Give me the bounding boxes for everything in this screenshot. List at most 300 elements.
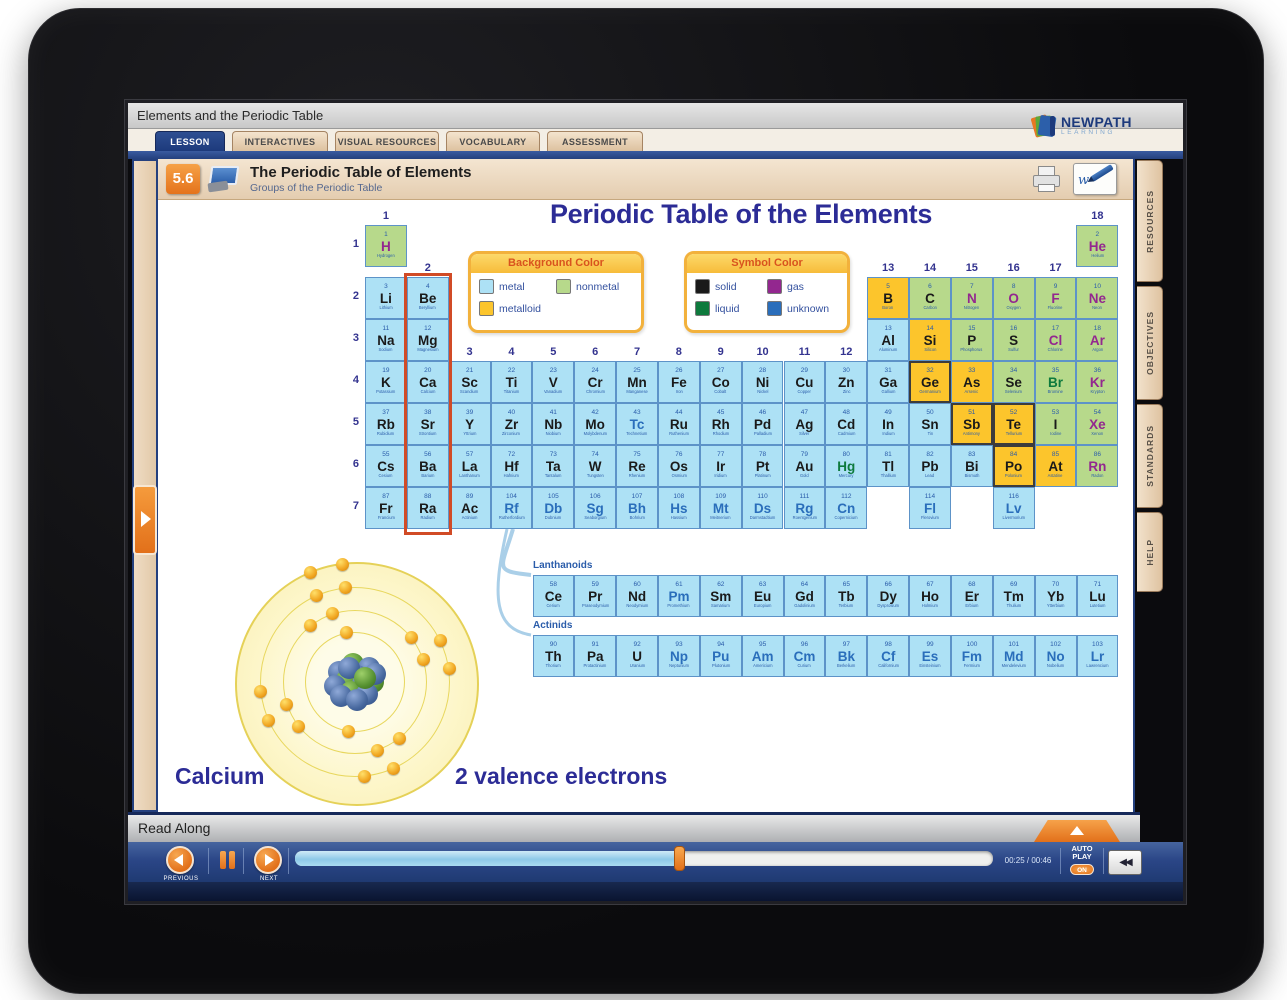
- element-Rh: [700, 403, 742, 445]
- atomic-number: 51: [968, 409, 976, 417]
- element-Ta: [532, 445, 574, 487]
- period-label-5: 5: [352, 416, 359, 428]
- element-name: Lutetium: [1089, 603, 1106, 609]
- element-name: Erbium: [965, 603, 979, 609]
- background-color-legend-title: Background Color: [471, 254, 641, 273]
- element-Sb: [951, 403, 993, 445]
- group-label-14: 14: [923, 262, 937, 274]
- side-tab-help[interactable]: HELP: [1137, 512, 1163, 592]
- atomic-number: 110: [757, 493, 768, 501]
- element-symbol: Nd: [628, 588, 647, 604]
- pause-button[interactable]: [229, 851, 235, 869]
- element-symbol: Ta: [545, 458, 561, 474]
- autoplay-toggle[interactable]: AUTO PLAY ON: [1071, 844, 1093, 874]
- group-label-8: 8: [675, 346, 682, 358]
- element-name: Tellurium: [1005, 431, 1022, 437]
- element-Pb: [909, 445, 951, 487]
- element-name: Astatine: [1048, 473, 1063, 479]
- electron: [342, 725, 355, 738]
- period-label-6: 6: [352, 458, 359, 470]
- atomic-number: 95: [759, 641, 767, 649]
- nav-tab-lesson[interactable]: LESSON: [155, 131, 225, 151]
- autoplay-on-badge: ON: [1070, 864, 1094, 875]
- element-name: Yttrium: [463, 431, 477, 437]
- element-name: Tantalum: [544, 473, 562, 479]
- atomic-number: 87: [382, 493, 390, 501]
- atomic-number: 83: [968, 451, 976, 459]
- nav-tab-interactives[interactable]: INTERACTIVES: [232, 131, 328, 151]
- element-Fm: [951, 635, 993, 677]
- element-name: Zinc: [842, 389, 851, 395]
- period-label-3: 3: [352, 332, 359, 344]
- lesson-header: [158, 159, 1133, 200]
- element-I: [1035, 403, 1077, 445]
- element-symbol: Br: [1048, 374, 1064, 390]
- element-name: Nitrogen: [964, 305, 980, 311]
- element-symbol: Gd: [795, 588, 814, 604]
- element-symbol: Fr: [379, 500, 393, 516]
- element-name: Thallium: [880, 473, 896, 479]
- nonmetal-swatch: [556, 279, 571, 294]
- element-name: Oxygen: [1006, 305, 1021, 311]
- element-symbol: Cu: [795, 374, 814, 390]
- legend-item-nonmetal: nonmetal: [556, 279, 633, 294]
- group-label-12: 12: [840, 346, 853, 358]
- pause-button[interactable]: [220, 851, 226, 869]
- element-symbol: B: [883, 290, 893, 306]
- element-Po: [993, 445, 1035, 487]
- next-button[interactable]: [254, 846, 282, 874]
- element-name: Potassium: [376, 389, 396, 395]
- atomic-number: 97: [842, 641, 850, 649]
- element-Dy: [867, 575, 909, 617]
- element-name: Antimony: [963, 431, 981, 437]
- element-symbol: Er: [964, 588, 980, 604]
- element-Lv: [993, 487, 1035, 529]
- atomic-number: 68: [968, 581, 976, 589]
- element-Md: [993, 635, 1035, 677]
- electron: [371, 744, 384, 757]
- atomic-number: 85: [1051, 451, 1060, 459]
- book-icon: [1031, 113, 1057, 139]
- element-Hg: [825, 445, 867, 487]
- element-name: Calcium: [420, 389, 436, 395]
- element-Lr: [1077, 635, 1119, 677]
- element-symbol: Cl: [1048, 332, 1063, 348]
- element-symbol: V: [548, 374, 558, 390]
- element-symbol: Ru: [669, 416, 688, 432]
- element-Sg: [574, 487, 616, 529]
- element-symbol: Tm: [1003, 588, 1024, 604]
- atomic-number: 93: [675, 641, 683, 649]
- element-symbol: Md: [1004, 648, 1024, 664]
- window-title: Elements and the Periodic Table: [137, 108, 324, 123]
- atomic-number: 32: [926, 367, 934, 375]
- group-label-15: 15: [965, 262, 978, 274]
- atomic-number: 70: [1051, 581, 1060, 589]
- atomic-number: 65: [842, 581, 850, 589]
- atomic-number: 45: [717, 409, 725, 417]
- element-Ho: [909, 575, 951, 617]
- element-N: [951, 277, 993, 319]
- element-name: Dubnium: [545, 515, 562, 521]
- element-name: Lithium: [379, 305, 393, 311]
- element-name: Helium: [1090, 253, 1104, 259]
- element-name: Einsteinium: [919, 663, 941, 669]
- unknown-swatch: [767, 301, 782, 316]
- element-Cu: [784, 361, 826, 403]
- nav-tab-assessment[interactable]: ASSESSMENT: [547, 131, 643, 151]
- element-Ne: [1076, 277, 1118, 319]
- time-display: 00:25 / 00:46: [1004, 856, 1052, 865]
- element-symbol: Ca: [419, 374, 437, 390]
- element-name: Flerovium: [920, 515, 939, 521]
- element-Rf: [491, 487, 533, 529]
- element-Nd: [616, 575, 658, 617]
- atomic-number: 48: [842, 409, 850, 417]
- atomic-number: 91: [591, 641, 599, 649]
- element-symbol: Os: [669, 458, 688, 474]
- element-symbol: Sn: [921, 416, 939, 432]
- element-name: Cobalt: [714, 389, 727, 395]
- element-Es: [909, 635, 951, 677]
- element-name: Manganese: [626, 389, 648, 395]
- element-name: Rubidium: [377, 431, 395, 437]
- atomic-number: 101: [1008, 641, 1020, 649]
- element-Gd: [784, 575, 826, 617]
- element-Bh: [616, 487, 658, 529]
- element-Br: [1035, 361, 1077, 403]
- element-symbol: Rb: [376, 416, 395, 432]
- element-name: Magnesium: [417, 347, 439, 353]
- atomic-number: 17: [1051, 325, 1060, 333]
- element-symbol: Ho: [921, 588, 940, 604]
- element-Li: [365, 277, 407, 319]
- element-Mo: [574, 403, 616, 445]
- element-name: Copper: [797, 389, 812, 395]
- element-symbol: Sr: [420, 416, 435, 432]
- element-name: Dysprosium: [877, 603, 900, 609]
- atomic-number: 24: [591, 367, 599, 375]
- electron: [304, 619, 317, 632]
- side-tab-standards[interactable]: STANDARDS: [1137, 404, 1163, 508]
- element-Mt: [700, 487, 742, 529]
- atomic-number: 99: [926, 641, 934, 649]
- element-name: Neptunium: [669, 663, 689, 669]
- period-label-1: 1: [352, 238, 359, 250]
- element-name: Darmstadtium: [749, 515, 776, 521]
- element-F: [1035, 277, 1077, 319]
- group-label-4: 4: [508, 346, 515, 358]
- element-name: Phosphorus: [960, 347, 983, 353]
- element-name: Iodine: [1049, 431, 1062, 437]
- progress-handle[interactable]: [674, 846, 685, 871]
- element-Ba: [407, 445, 449, 487]
- element-Cl: [1035, 319, 1077, 361]
- element-name: Osmium: [671, 473, 687, 479]
- element-symbol: Rg: [795, 500, 814, 516]
- element-symbol: Ag: [795, 416, 814, 432]
- element-name: Scandium: [460, 389, 479, 395]
- group-label-6: 6: [592, 346, 599, 358]
- element-In: [867, 403, 909, 445]
- read-along-label: Read Along: [138, 820, 211, 836]
- progress-fill: [295, 851, 679, 866]
- element-name: Bohrium: [629, 515, 645, 521]
- element-symbol: Tc: [629, 416, 645, 432]
- element-Re: [616, 445, 658, 487]
- element-Fl: [909, 487, 951, 529]
- element-Xe: [1076, 403, 1118, 445]
- element-symbol: Tb: [838, 588, 855, 604]
- element-symbol: Pu: [712, 648, 730, 664]
- element-symbol: Lu: [1089, 588, 1106, 604]
- element-Cn: [825, 487, 867, 529]
- element-At: [1035, 445, 1077, 487]
- atomic-number: 72: [507, 451, 516, 459]
- element-name: Lead: [925, 473, 935, 479]
- atomic-number: 79: [800, 451, 809, 459]
- element-name: Beryllium: [419, 305, 437, 311]
- element-Ti: [491, 361, 533, 403]
- rewind-volume-button[interactable]: ◀◀: [1108, 850, 1142, 875]
- element-symbol: Rn: [1088, 458, 1107, 474]
- element-name: Chromium: [585, 389, 605, 395]
- element-name: Ruthenium: [668, 431, 689, 437]
- element-Y: [449, 403, 491, 445]
- atomic-number: 23: [549, 367, 557, 375]
- element-name: Terbium: [839, 603, 854, 609]
- element-symbol: Fe: [670, 374, 687, 390]
- player-pullup-tab[interactable]: [1034, 820, 1120, 842]
- atomic-number: 103: [1092, 641, 1103, 649]
- legend-item-metal: metal: [479, 279, 556, 294]
- element-name: Hydrogen: [377, 253, 395, 259]
- atomic-number: 44: [675, 409, 683, 417]
- element-Ga: [867, 361, 909, 403]
- gas-swatch: [767, 279, 782, 294]
- atomic-number: 54: [1093, 409, 1101, 417]
- electron: [339, 581, 352, 594]
- element-symbol: Sc: [461, 374, 478, 390]
- read-along-bar: [128, 812, 1140, 842]
- period-label-2: 2: [352, 290, 359, 302]
- print-icon[interactable]: [1031, 165, 1061, 193]
- element-name: Strontium: [418, 431, 437, 437]
- element-name: Curium: [797, 663, 812, 669]
- element-symbol: Hs: [670, 500, 688, 516]
- element-Ni: [742, 361, 784, 403]
- previous-label: PREVIOUS: [163, 876, 199, 882]
- element-name: Ytterbium: [1046, 603, 1065, 609]
- element-Na: [365, 319, 407, 361]
- element-name: Niobium: [545, 431, 561, 437]
- atomic-number: 6: [928, 283, 932, 291]
- atomic-number: 112: [841, 493, 852, 501]
- element-Hf: [491, 445, 533, 487]
- element-Pm: [658, 575, 700, 617]
- group-label-11: 11: [798, 346, 811, 358]
- element-Ds: [742, 487, 784, 529]
- element-Cf: [867, 635, 909, 677]
- previous-icon: [174, 854, 183, 866]
- atomic-number: 50: [926, 409, 934, 417]
- expand-left-panel-button[interactable]: [133, 485, 157, 555]
- metal-swatch: [479, 279, 494, 294]
- element-Os: [658, 445, 700, 487]
- atomic-number: 30: [842, 367, 850, 375]
- element-symbol: K: [381, 374, 391, 390]
- element-name: Nickel: [756, 389, 769, 395]
- electron: [340, 626, 353, 639]
- nav-tab-vocabulary[interactable]: VOCABULARY: [446, 131, 540, 151]
- electron: [310, 589, 323, 602]
- solid-swatch: [695, 279, 710, 294]
- atomic-number: 7: [970, 283, 974, 291]
- element-Pt: [742, 445, 784, 487]
- whiteboard-icon[interactable]: w: [1073, 163, 1117, 195]
- symbol-color-legend-title: Symbol Color: [687, 254, 847, 273]
- element-name: Roentgenium: [792, 515, 817, 521]
- element-symbol: Cf: [881, 648, 896, 664]
- element-S: [993, 319, 1035, 361]
- element-symbol: C: [925, 290, 935, 306]
- element-name: Thorium: [545, 663, 561, 669]
- atomic-number: 28: [758, 367, 767, 375]
- element-symbol: Np: [669, 648, 688, 664]
- element-symbol: La: [461, 458, 478, 474]
- element-name: Cerium: [546, 603, 561, 609]
- element-name: Palladium: [753, 431, 772, 437]
- element-symbol: Co: [711, 374, 730, 390]
- atomic-number: 57: [465, 451, 474, 459]
- window-title-bar: [128, 103, 1183, 129]
- electron: [393, 732, 406, 745]
- element-Te: [993, 403, 1035, 445]
- element-symbol: I: [1053, 416, 1058, 432]
- element-name: Europium: [753, 603, 772, 609]
- side-tab-resources[interactable]: RESOURCES: [1137, 160, 1163, 282]
- element-Al: [867, 319, 909, 361]
- element-symbol: Ac: [460, 500, 479, 516]
- atomic-number: 108: [673, 493, 685, 501]
- element-symbol: Hg: [837, 458, 856, 474]
- element-name: Berkelium: [837, 663, 856, 669]
- legend-item-solid: solid: [695, 279, 767, 294]
- element-name: Cadmium: [837, 431, 856, 437]
- element-symbol: Mn: [627, 374, 647, 390]
- liquid-swatch: [695, 301, 710, 316]
- element-symbol: As: [963, 374, 981, 390]
- element-symbol: Xe: [1089, 416, 1106, 432]
- element-symbol: Tl: [882, 458, 895, 474]
- element-name: Copernicium: [834, 515, 858, 521]
- lesson-subtitle: Groups of the Periodic Table: [250, 182, 383, 194]
- element-name: Lanthanum: [459, 473, 480, 479]
- element-name: Zirconium: [502, 431, 521, 437]
- element-symbol: U: [632, 648, 642, 664]
- element-name: Mendelevium: [1001, 663, 1026, 669]
- element-Pu: [700, 635, 742, 677]
- element-symbol: Dy: [879, 588, 897, 604]
- element-symbol: Lv: [1005, 500, 1022, 516]
- atomic-number: 11: [382, 325, 390, 333]
- element-name: Neon: [1092, 305, 1103, 311]
- element-name: Rhodium: [712, 431, 729, 437]
- element-Db: [532, 487, 574, 529]
- nav-tab-visual-resources[interactable]: VISUAL RESOURCES: [335, 131, 439, 151]
- element-symbol: Bh: [628, 500, 647, 516]
- atomic-number: 39: [465, 409, 474, 417]
- atomic-number: 19: [382, 367, 390, 375]
- next-label: NEXT: [259, 876, 278, 882]
- atomic-number: 106: [589, 493, 601, 501]
- element-He: [1076, 225, 1118, 267]
- element-Sm: [700, 575, 742, 617]
- element-symbol: Pa: [587, 648, 604, 664]
- element-symbol: N: [966, 290, 977, 306]
- progress-track[interactable]: [295, 851, 993, 866]
- element-name: Seaborgium: [584, 515, 607, 521]
- atomic-number: 18: [1093, 325, 1101, 333]
- atomic-number: 16: [1010, 325, 1018, 333]
- element-name: Arsenic: [964, 389, 979, 395]
- element-Tb: [825, 575, 867, 617]
- element-symbol: Ds: [753, 500, 772, 516]
- atomic-number: 43: [633, 409, 641, 417]
- side-tab-objectives[interactable]: OBJECTIVES: [1137, 286, 1163, 400]
- element-name: Lawrencium: [1086, 663, 1109, 669]
- element-symbol: W: [588, 458, 602, 474]
- atomic-number: 107: [631, 493, 643, 501]
- atomic-number: 84: [1010, 451, 1018, 459]
- element-name: Francium: [377, 515, 395, 521]
- previous-button[interactable]: [166, 846, 194, 874]
- atomic-number: 60: [633, 581, 641, 589]
- element-name: Holmium: [921, 603, 939, 609]
- element-Ca: [407, 361, 449, 403]
- proton: [346, 689, 368, 711]
- element-Rb: [365, 403, 407, 445]
- element-symbol: Bi: [965, 458, 979, 474]
- element-symbol: Fl: [923, 500, 936, 516]
- element-symbol: Po: [1005, 458, 1023, 474]
- element-symbol: He: [1088, 238, 1106, 254]
- element-name: Californium: [877, 663, 899, 669]
- atomic-number: 27: [717, 367, 725, 375]
- group-label-18: 18: [1091, 210, 1104, 222]
- element-B: [867, 277, 909, 319]
- atomic-number: 52: [1010, 409, 1018, 417]
- atomic-number: 76: [675, 451, 683, 459]
- element-symbol: Si: [923, 332, 937, 348]
- element-name: Protactinium: [583, 663, 607, 669]
- period-label-7: 7: [352, 500, 359, 512]
- atomic-number: 109: [715, 493, 727, 501]
- element-name: Boron: [882, 305, 894, 311]
- element-symbol: Ne: [1088, 290, 1106, 306]
- element-name: Cesium: [378, 473, 393, 479]
- element-symbol: Zn: [838, 374, 855, 390]
- atomic-number: 22: [507, 367, 516, 375]
- element-Cs: [365, 445, 407, 487]
- element-Tc: [616, 403, 658, 445]
- atomic-number: 89: [465, 493, 474, 501]
- group-label-17: 17: [1049, 262, 1062, 274]
- element-name: Samarium: [711, 603, 731, 609]
- element-Pr: [574, 575, 616, 617]
- element-symbol: Cs: [377, 458, 395, 474]
